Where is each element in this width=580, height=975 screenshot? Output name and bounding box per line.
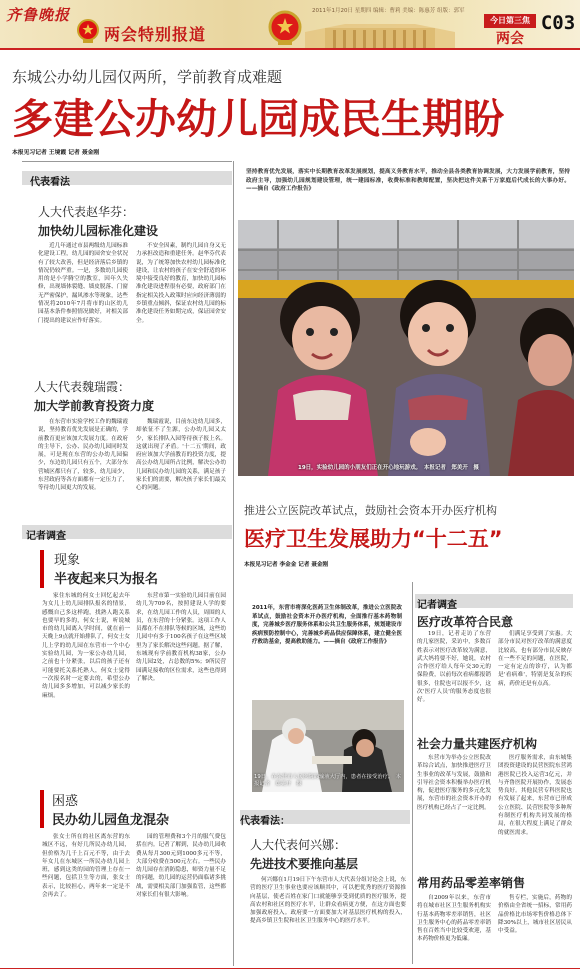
deputy-headline: 先进技术要推向基层 xyxy=(250,857,359,871)
page-badge-label: 今日第三焦 xyxy=(490,16,530,25)
deputy-headline: 加大学前教育投资力度 xyxy=(34,399,155,413)
headline-byline: 本报见习记者 王境霞 记者 聂金刚 xyxy=(12,150,100,156)
article-column: 19日，记者走访了东营的几家医院，采访中，多数百姓表示对医疗改革较为满意，武大妈将要不好，她说，农村合作医疗给人每年交30元的保险费，以前每次看病都报销很多，住院也可以报不少，这次'医疗人员'的服务态度也很好。 xyxy=(417,631,491,704)
article-column: 张女士所在的社区离东营的东城区不远，有好几所民办幼儿园，但价格为几千上百元不等，由于去年女儿在东城区一所民办幼儿园上班，感到这类的园的管理上存在一些问题，包括卫生等方面，张女士表示，比较担心，两年来一定是不会再去了。 xyxy=(42,834,130,899)
photo-hospital xyxy=(252,700,404,792)
section-tag: 两会特别报道 xyxy=(104,25,207,44)
article2-headline: 医疗卫生发展助力“十二五” xyxy=(244,527,503,551)
government-report-quote: 2011年，东营市将深化医药卫生体制改革，推进公立医院改革试点，鼓励社会资本开办医疗机构，全面推行基本药物制度，完善城乡医疗服务体系和公共卫生服务体系，规划建设市疾病预防控制中心，完善城乡药品供应保障体系，建立健全医疗救助基金，提高救助能力。——摘自《政府工作报告》 xyxy=(252,605,402,645)
article2-byline: 本报见习记者 李金金 记者 聂金刚 xyxy=(244,562,329,568)
article2-kicker: 推进公立医院改革试点，鼓励社会资本开办医疗机构 xyxy=(244,504,497,517)
article-column: 园的管理费和3个月的服气费包括在内。记者了解到，民办幼儿园收费从每月300元到1000多元不等，大部分收费在500元左右。一些民办幼儿园存在消防隐患，师资力量不足的问题，幼儿园的运营仍面临诸多挑战，需要相关部门加强监管，这些都对家长们有很大影响。 xyxy=(136,834,226,899)
page-number: C03 xyxy=(540,12,576,34)
headline-kicker: 东城公办幼儿园仅两所，学前教育成难题 xyxy=(12,68,283,86)
deputy-name: 人大代表赵华芬： xyxy=(38,205,135,219)
article-column: 自2009年以来，东营市将在城市社区卫生服务机构实行基本药物零差率销售，社区卫生服务中心的药品零差率销售在百姓当中比较受欢迎，基本药物价格更为低廉。 xyxy=(417,895,491,943)
item-tag: 现象 xyxy=(54,553,81,568)
item-tag: 困惑 xyxy=(52,794,79,809)
article-column: 东营市第一实验幼儿园目前在园幼儿为709名，按照建设人学的要求，在幼儿园工作的人员，周围的人员，在东营的十分紧张。这项工作人员都在不在排队等候的区域，这些幼儿园中有多于100名孩子在这些区域里为了家长解决这些问题。据了解，东城现有学前教育机构38家，公办幼儿园2处，占总数的5%；9所民营园满足接收的区位需求，这些也得到了解决。 xyxy=(136,593,226,682)
article-column: 家住东城的何女士回忆起去年为女儿上幼儿园排队报名的情景，感慨自己多这样跑，找熟人跑关系也要早的多的，何女士说，听说城市的幼儿园离入学时间，就在前一天晚上9点就开始排队了，何女士女儿上学的幼儿园在东营市一个中心实验幼儿园，为一家公办幼儿园，之前也十分紧张，以后的孩子还有可能要托关系托熟人，何女士觉得一次报名时一定要去的，希望公办幼儿园多多增加，可以减少家长的麻烦。 xyxy=(42,593,130,699)
government-report-quote: 坚持教育优先发展，落实中长期教育改革发展规划，提高义务教育水平，推动全县各类教育协调发展，大力发展学前教育，坚持政府主导，加强幼儿园规划建设管理，统一建园标准，收费标准和教师配置，坚决把这件关系千万家庭后代成长的大事办好。——摘自《政府工作报告》 xyxy=(246,169,570,193)
masthead-meta: 2011年1月20日 星期四 编辑：曹莉 美编：陈惠芳 组版：郭军 xyxy=(312,8,465,14)
masthead xyxy=(0,0,580,50)
article-column: 近几年通过市县两级幼儿园标准化建设工程，幼儿园的园舍安全状况有了较大改善，但是经济落后乡镇的情况仍较严重。一是，多数幼儿园使用的是小学腾空的教室，因年久失修，出现墙体裂缝、墙皮脱落、门窗无严密保护，漏风渗水等现象，达些情况将2010年7月将市的山区幼儿园基本条件参照情况做好，对相关部门提出的建议应作好落实。 xyxy=(38,243,128,324)
newspaper-logo: 齐鲁晚报 xyxy=(6,6,71,24)
deputy-name: 人大代表何兴娜： xyxy=(250,838,347,852)
article-column: 魏瑞霞说，目前东边幼儿园多，却依征不了生源，公办幼儿园又太少，家长排队入园等待孩子报上名。这就出现了矛盾。'十二五'期间，政府应该加大学前教育的投资力度，提高公办幼儿园所占比例，解决公办幼儿园和民办幼儿园的关系，满足孩子家长们的需要，解决孩子家长们最关心的问题。 xyxy=(136,419,226,492)
article-column: 何兴娜在1月19日下午东营市人大代表分组讨论会上说，东营的医疗卫生事业也要应该顺其中，可以把优秀的医疗资源推向基层，使老百姓在家门口就能够享受到优质的医疗服务，提高农村和社区的医疗水平，让群众看病更方便，在这方面也要加强政府投入。政府要一方面要加大对基层医疗机构的投入，提高乡镇卫生院和社区卫生服务中心的医疗水平。 xyxy=(250,877,406,925)
national-emblem-icon xyxy=(76,18,100,44)
national-emblem-icon xyxy=(268,10,302,46)
article-column: 医疗服务需求，由东城集团投资建设的民营医院东营鸿港医院已投入运营3亿元，并与齐鲁医院开展协作，发展态势良好。其他民营专科医院也有发展了起来，东营市已形成公立医院、民营医院等多种所有制医疗机构共同发展的格局，在很大程度上满足了群众的就医需求。 xyxy=(498,755,572,836)
item-headline: 常用药品零差率销售 xyxy=(417,876,526,890)
article-column: 在东营市实验学校工作的魏瑞霞说，坚持教育优先发展是正确的，学前教育更应该加大发展力度。在政府的主导下，公办、民办幼儿园同时发展，可是现在东营的公办幼儿园偏少，东边幼儿园只有五个，大部分东营城区都只有了，较多，幼儿园少，东营政府等各方面都有一定压力了，等待幼儿园更大的发展。 xyxy=(38,419,128,492)
item-headline: 医疗改革符合民意 xyxy=(417,615,514,629)
item-headline: 民办幼儿园鱼龙混杂 xyxy=(52,813,170,828)
page-badge xyxy=(484,14,536,28)
article-column: 们满足享受到了实惠。大部分市民对医疗改革的满意度比较高，也有部分市民反映存在一些不足的问题，在医院，一定有定点的诊疗，认为都是'看病难'，特别是复杂的疾病，药价还是有点高。 xyxy=(498,631,572,687)
main-headline: 多建公办幼儿园成民生期盼 xyxy=(12,95,504,143)
section-label-opinions: 代表看法 xyxy=(30,177,70,188)
section-label-investigation: 记者调查 xyxy=(26,531,66,542)
photo-caption: 19日，在东营市人民医院的输液大厅内，患者在接受治疗。 本报记者 郑美开 摄 xyxy=(254,774,402,787)
photo-children xyxy=(238,220,574,476)
item-headline: 社会力量共建医疗机构 xyxy=(417,737,538,751)
article-column: 售专栏，实施后，药物的价格由全省统一招标，常用药品价格比市场零售价格总体下降30%以上，城市社区居民从中受益。 xyxy=(498,895,572,935)
great-hall-illustration xyxy=(305,14,455,48)
page-sub-title: 两会 xyxy=(496,31,524,47)
photo-caption: 19日，实验幼儿园的小朋友们正在开心地玩游戏。 本报记者 郑美开 摄 xyxy=(298,465,479,471)
article-column: 不安全因素，制约儿园自身又无力承担改造和重建任务。赵华芬代表说，为了统筹加快农村幼儿园标准化建设，让农村的孩子在安全舒适的环境中接受良好的教育，加快幼儿园标准化建设进程很有必要，政府部门在指定相关投入政策时应向经济薄弱的乡镇重点倾斜，保证农村幼儿园的标准化建设任务如期完成，保证园舍安全。 xyxy=(136,243,226,324)
deputy-name: 人大代表魏瑞霞： xyxy=(34,380,131,394)
deputy-headline: 加快幼儿园标准化建设 xyxy=(38,224,159,238)
article-column: 东营市为举办公立医院改革综合试点，加快推进医疗卫生事业的改革与发展，鼓励和引导社会资本积极举办医疗机构，促进医疗服务的多元化发展，东营市的社会资本开办的医疗机构已经占了一定比例。 xyxy=(417,755,491,811)
item-headline: 半夜起来只为报名 xyxy=(54,572,159,587)
section-label-investigation: 记者调查 xyxy=(417,600,457,611)
section-label-opinions: 代表看法： xyxy=(240,816,290,827)
